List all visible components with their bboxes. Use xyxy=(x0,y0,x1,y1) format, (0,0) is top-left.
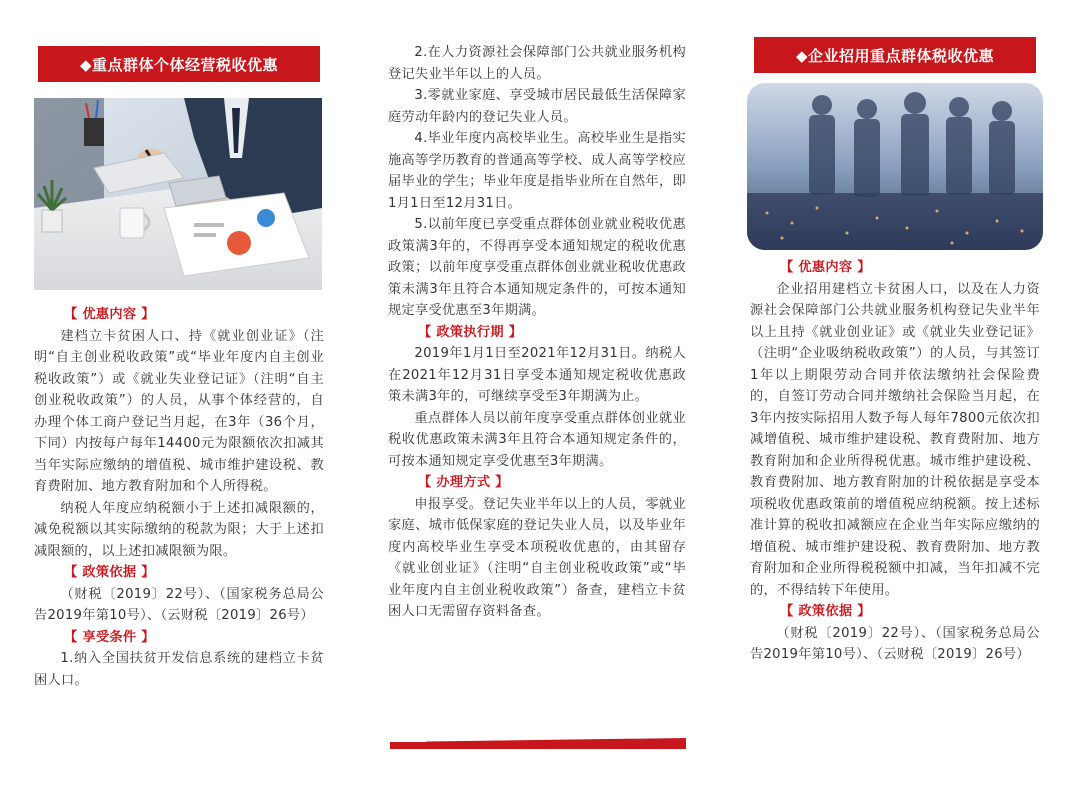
paragraph-policy-basis-enterprise: （财税〔2019〕22号）、（国家税务总局公告2019年第10号）、（云财税〔2019〕26号） xyxy=(750,625,1040,662)
section-banner-enterprise-hiring: ◆企业招用重点群体税收优惠 xyxy=(754,37,1036,73)
paragraph-limit: 纳税人年度应纳税额小于上述扣减限额的，减免税额以其实际缴纳的税款为限；大于上述扣减限额的，以上述扣减限额为限。 xyxy=(34,500,324,559)
column-2-body xyxy=(388,42,686,623)
office-desk-illustration xyxy=(34,98,322,290)
paragraph-policy-basis: （财税〔2019〕22号）、（国家税务总局公告2019年第10号）、（云财税〔2019〕26号） xyxy=(34,586,324,623)
paragraph-condition-3: 3.零就业家庭、享受城市居民最低生活保障家庭劳动年龄内的登记失业人员。 xyxy=(388,88,686,125)
column-3-body xyxy=(750,257,1040,666)
business-team-photo xyxy=(747,83,1043,250)
section-banner-individual-business: ◆重点群体个体经营税收优惠 xyxy=(38,46,320,82)
paragraph-condition-5: 5.以前年度已享受重点群体创业就业税收优惠政策满3年的，不得再享受本通知规定的税收优惠政策；以前年度享受重点群体创业就业税收优惠政策未满3年且符合本通知规定条件的，可按本通知规定享受优惠至3年期满。 xyxy=(388,217,686,318)
heading-policy-basis-enterprise: 【 政策依据 】 xyxy=(780,604,871,619)
heading-benefit-content-enterprise: 【 优惠内容 】 xyxy=(780,260,871,275)
paragraph-execution-period: 2019年1月1日至2021年12月31日。纳税人在2021年12月31日享受本通知规定税收优惠政策未满3年的，可继续享受至3年期满为止。 xyxy=(388,346,686,404)
paragraph-procedure: 申报享受。登记失业半年以上的人员，零就业家庭、城市低保家庭的登记失业人员，以及毕业年度内高校毕业生享受本项税收优惠的，由其留存《就业创业证》（注明“自主创业税收政策”或“毕业年度内自主创业税收政策”）备查，建档立卡贫困人口无需留存资料备查。 xyxy=(388,496,686,619)
office-desk-photo xyxy=(34,98,322,290)
business-team-illustration xyxy=(747,83,1043,250)
paragraph-condition-1: 1.纳入全国扶贫开发信息系统的建档立卡贫困人口。 xyxy=(34,651,324,688)
column-1-body xyxy=(34,304,324,691)
paragraph-condition-4: 4.毕业年度内高校毕业生。高校毕业生是指实施高等学历教育的普通高等学校、成人高等学校应届毕业的学生；毕业年度是指毕业所在自然年，即1月1日至12月31日。 xyxy=(388,131,686,211)
heading-benefit-content: 【 优惠内容 】 xyxy=(64,307,155,322)
paragraph-enterprise-benefit: 企业招用建档立卡贫困人口，以及在人力资源社会保障部门公共就业服务机构登记失业半年以上且持《就业创业证》或《就业失业登记证》（注明“企业吸纳税收政策”）的人员，与其签订1年以上期限劳动合同并依法缴纳社会保险费的，自签订劳动合同并缴纳社会保险当月起，在3年内按实际招用人数予每人每年7800元依次扣减增值税、城市维护建设税、教育费附加、地方教育附加和企业所得税优惠。城市维护建设税、教育费附加、地方教育附加的计税依据是享受本项税收优惠政策前的增值税应纳税额。按上述标准计算的税收扣减额应在企业当年实际应缴纳的增值税、城市维护建设税、教育费附加、地方教育附加和企业所得税税额中扣减，当年扣减不完的，不得结转下年使用。 xyxy=(750,281,1040,598)
heading-conditions: 【 享受条件 】 xyxy=(64,629,155,645)
paragraph-prior-years: 重点群体人员以前年度享受重点群体创业就业税收优惠政策未满3年且符合本通知规定条件的，可按本通知规定享受优惠至3年期满。 xyxy=(388,410,686,469)
paragraph-condition-2: 2.在人力资源社会保障部门公共就业服务机构登记失业半年以上的人员。 xyxy=(388,45,686,82)
paragraph-benefit: 建档立卡贫困人口、持《就业创业证》（注明“自主创业税收政策”或“毕业年度内自主创业税收政策”）或《就业失业登记证》（注明“自主创业税收政策”）的人员，从事个体经营的，自办理个体工商户登记当月起，在3年（36个月，下同）内按每户每年14400元为限额依次扣减其当年实际应缴纳的增值税、城市维护建设税、教育费附加、地方教育附加和个人所得税。 xyxy=(34,328,324,494)
heading-procedure: 【 办理方式 】 xyxy=(418,475,509,490)
heading-policy-basis: 【 政策依据 】 xyxy=(64,565,155,580)
decorative-footer-bar xyxy=(390,738,686,749)
heading-execution-period: 【 政策执行期 】 xyxy=(418,324,523,340)
